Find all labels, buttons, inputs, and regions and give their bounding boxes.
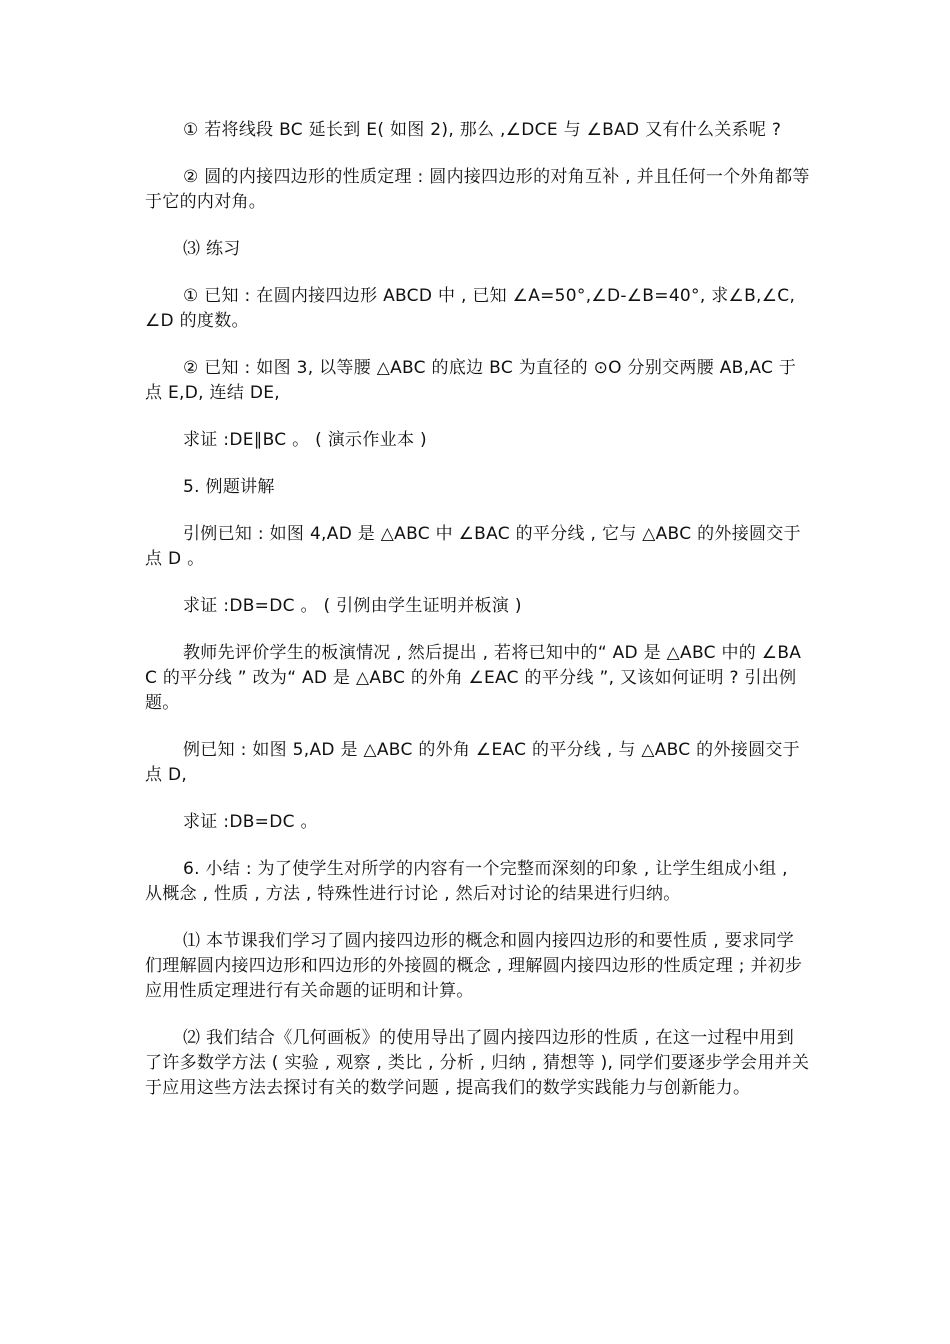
paragraph: ② 圆的内接四边形的性质定理 : 圆内接四边形的对角互补 , 并且任何一个外角都等于它的内对角。 [145,167,810,212]
paragraph: ⑴ 本节课我们学习了圆内接四边形的概念和圆内接四边形的和要性质 , 要求同学们理解圆内接四边形和四边形的外接圆的概念 , 理解圆内接四边形的性质定理 ; 并初步应用性质定理进行有关命题的证明和计算。 [145,931,803,1001]
section-heading: 5. 例题讲解 [183,477,275,497]
paragraph: ② 已知 : 如图 3, 以等腰 △ABC 的底边 BC 为直径的 ⊙O 分别交两腰 AB,AC 于点 E,D, 连结 DE, [145,358,797,403]
paragraph: 求证 :DE∥BC 。 ( 演示作业本 ) [183,430,427,450]
paragraph: ⑶ 练习 [183,239,241,259]
paragraph: 教师先评价学生的板演情况 , 然后提出 , 若将已知中的“ AD 是 △ABC 中的 ∠BAC 的平分线 ” 改为“ AD 是 △ABC 的外角 ∠EAC 的平分线 ”, 又该如何证明 ? 引出例题。 [145,643,802,713]
paragraph: ⑵ 我们结合《几何画板》的使用导出了圆内接四边形的性质 , 在这一过程中用到了许多数学方法 ( 实验 , 观察 , 类比 , 分析 , 归纳 , 猜想等 ), 同学们要逐步学会用并关于应用这些方法去探讨有关的数学问题 , 提高我们的数学实践能力与创新能力。 [145,1028,810,1098]
paragraph: 引例已知 : 如图 4,AD 是 △ABC 中 ∠BAC 的平分线 , 它与 △ABC 的外接圆交于点 D 。 [145,524,801,569]
paragraph: 求证 :DB=DC 。 ( 引例由学生证明并板演 ) [183,596,522,616]
paragraph: 6. 小结 : 为了使学生对所学的内容有一个完整而深刻的印象 , 让学生组成小组 , 从概念 , 性质 , 方法 , 特殊性进行讨论 , 然后对讨论的结果进行归纳。 [145,859,788,904]
paragraph: ① 已知 : 在圆内接四边形 ABCD 中 , 已知 ∠A=50°,∠D-∠B=40°, 求∠B,∠C,∠D 的度数。 [145,286,796,331]
paragraph: 例已知 : 如图 5,AD 是 △ABC 的外角 ∠EAC 的平分线 , 与 △ABC 的外接圆交于点 D, [145,740,800,785]
paragraph: ① 若将线段 BC 延长到 E( 如图 2), 那么 ,∠DCE 与 ∠BAD 又有什么关系呢 ? [183,120,782,140]
document-body [145,118,810,1123]
paragraph: 求证 :DB=DC 。 [183,812,318,832]
